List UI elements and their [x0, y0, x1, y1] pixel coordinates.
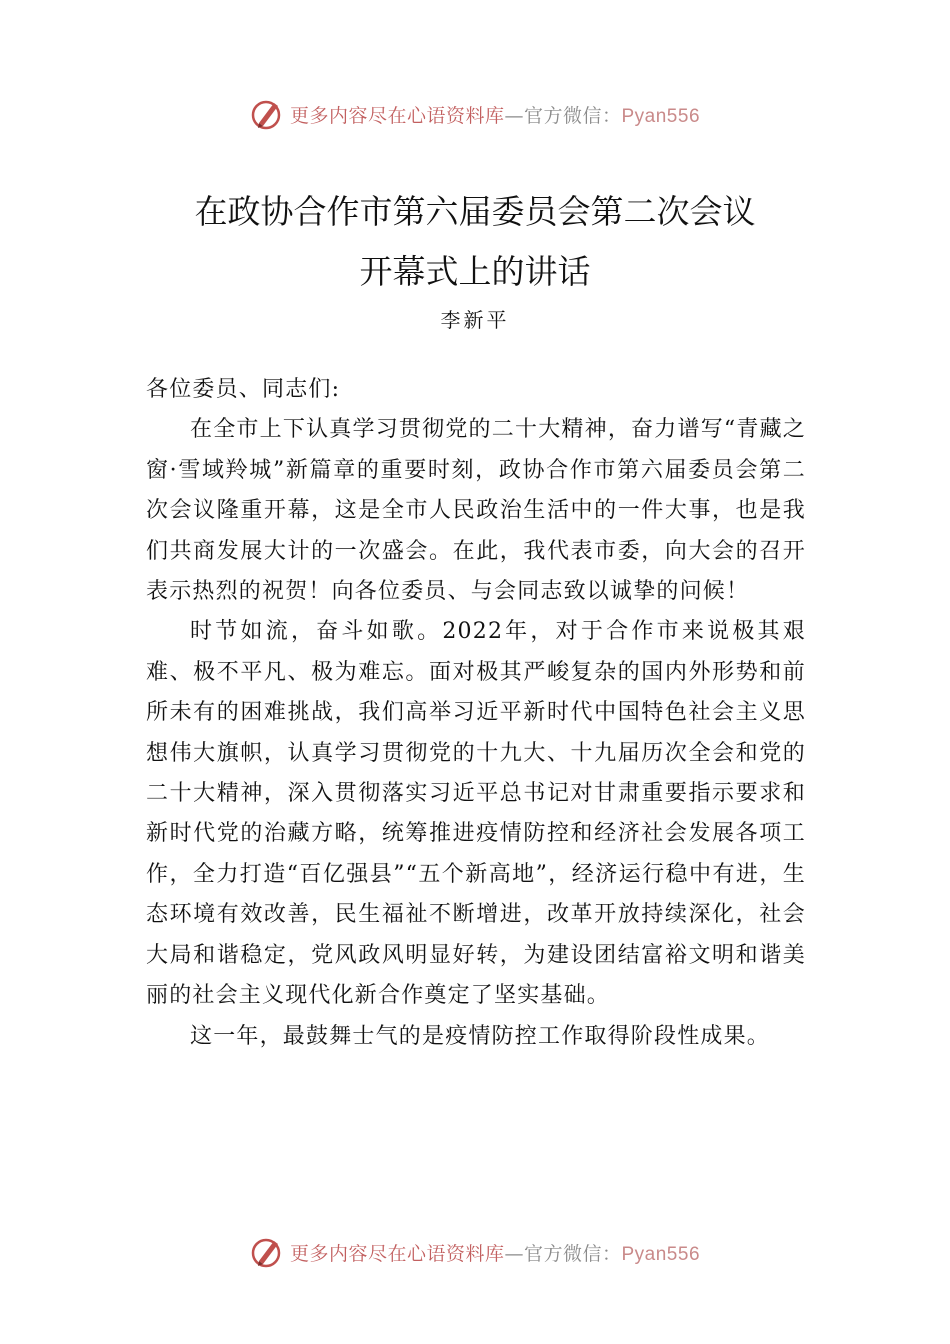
paragraph: 时节如流，奋斗如歌。2022年，对于合作市来说极其艰难、极不平凡、极为难忘。面对极其严峻复杂的国内外形势和前所未有的困难挑战，我们高举习近平新时代中国特色社会主义思想伟大旗帜，认真学习贯彻党的十九大、十九届历次全会和党的二十大精神，深入贯彻落实习近平总书记对甘肃重要指示要求和新时代党的治藏方略，统筹推进疫情防控和经济社会发展各项工作，全力打造“百亿强县”“五个新高地”，经济运行稳中有进，生态环境有效改善，民生福祉不断增进，改革开放持续深化，社会大局和谐稳定，党风政风明显好转，为建设团结富裕文明和谐美丽的社会主义现代化新合作奠定了坚实基础。 [146, 619, 806, 1009]
title-line-2: 开幕式上的讲话 [359, 252, 591, 291]
watermark-part1: 更多内容尽在心语资料库 [289, 1242, 505, 1265]
watermark-part1: 更多内容尽在心语资料库 [289, 104, 505, 127]
author: 李新平 [440, 308, 510, 332]
paragraph: 这一年，最鼓舞士气的是疫情防控工作取得阶段性成果。 [190, 1023, 771, 1049]
paragraph: 在全市上下认真学习贯彻党的二十大精神，奋力谱写“青藏之窗·雪域羚城”新篇章的重要时刻，政协合作市第六届委员会第二次会议隆重开幕，这是全市人民政治生活中的一件大事，也是我们共商发展大计的一次盛会。在此，我代表市委，向大会的召开表示热烈的祝贺！向各位委员、与会同志致以诚挚的问候！ [146, 417, 806, 605]
pen-logo-icon [250, 1235, 284, 1269]
watermark-part2: —官方微信： [504, 104, 622, 127]
pen-logo-icon [250, 97, 284, 131]
watermark-part3: Pyan556 [621, 105, 701, 127]
watermark-banner-top [0, 94, 950, 134]
document-body [146, 370, 806, 1057]
watermark-banner-bottom [0, 1232, 950, 1272]
greeting: 各位委员、同志们: [146, 377, 341, 402]
title-line-1: 在政协合作市第六届委员会第二次会议 [194, 192, 756, 231]
watermark-text [290, 101, 700, 128]
watermark-text [290, 1239, 700, 1266]
watermark-part2: —官方微信： [504, 1242, 622, 1265]
watermark-part3: Pyan556 [621, 1243, 701, 1265]
